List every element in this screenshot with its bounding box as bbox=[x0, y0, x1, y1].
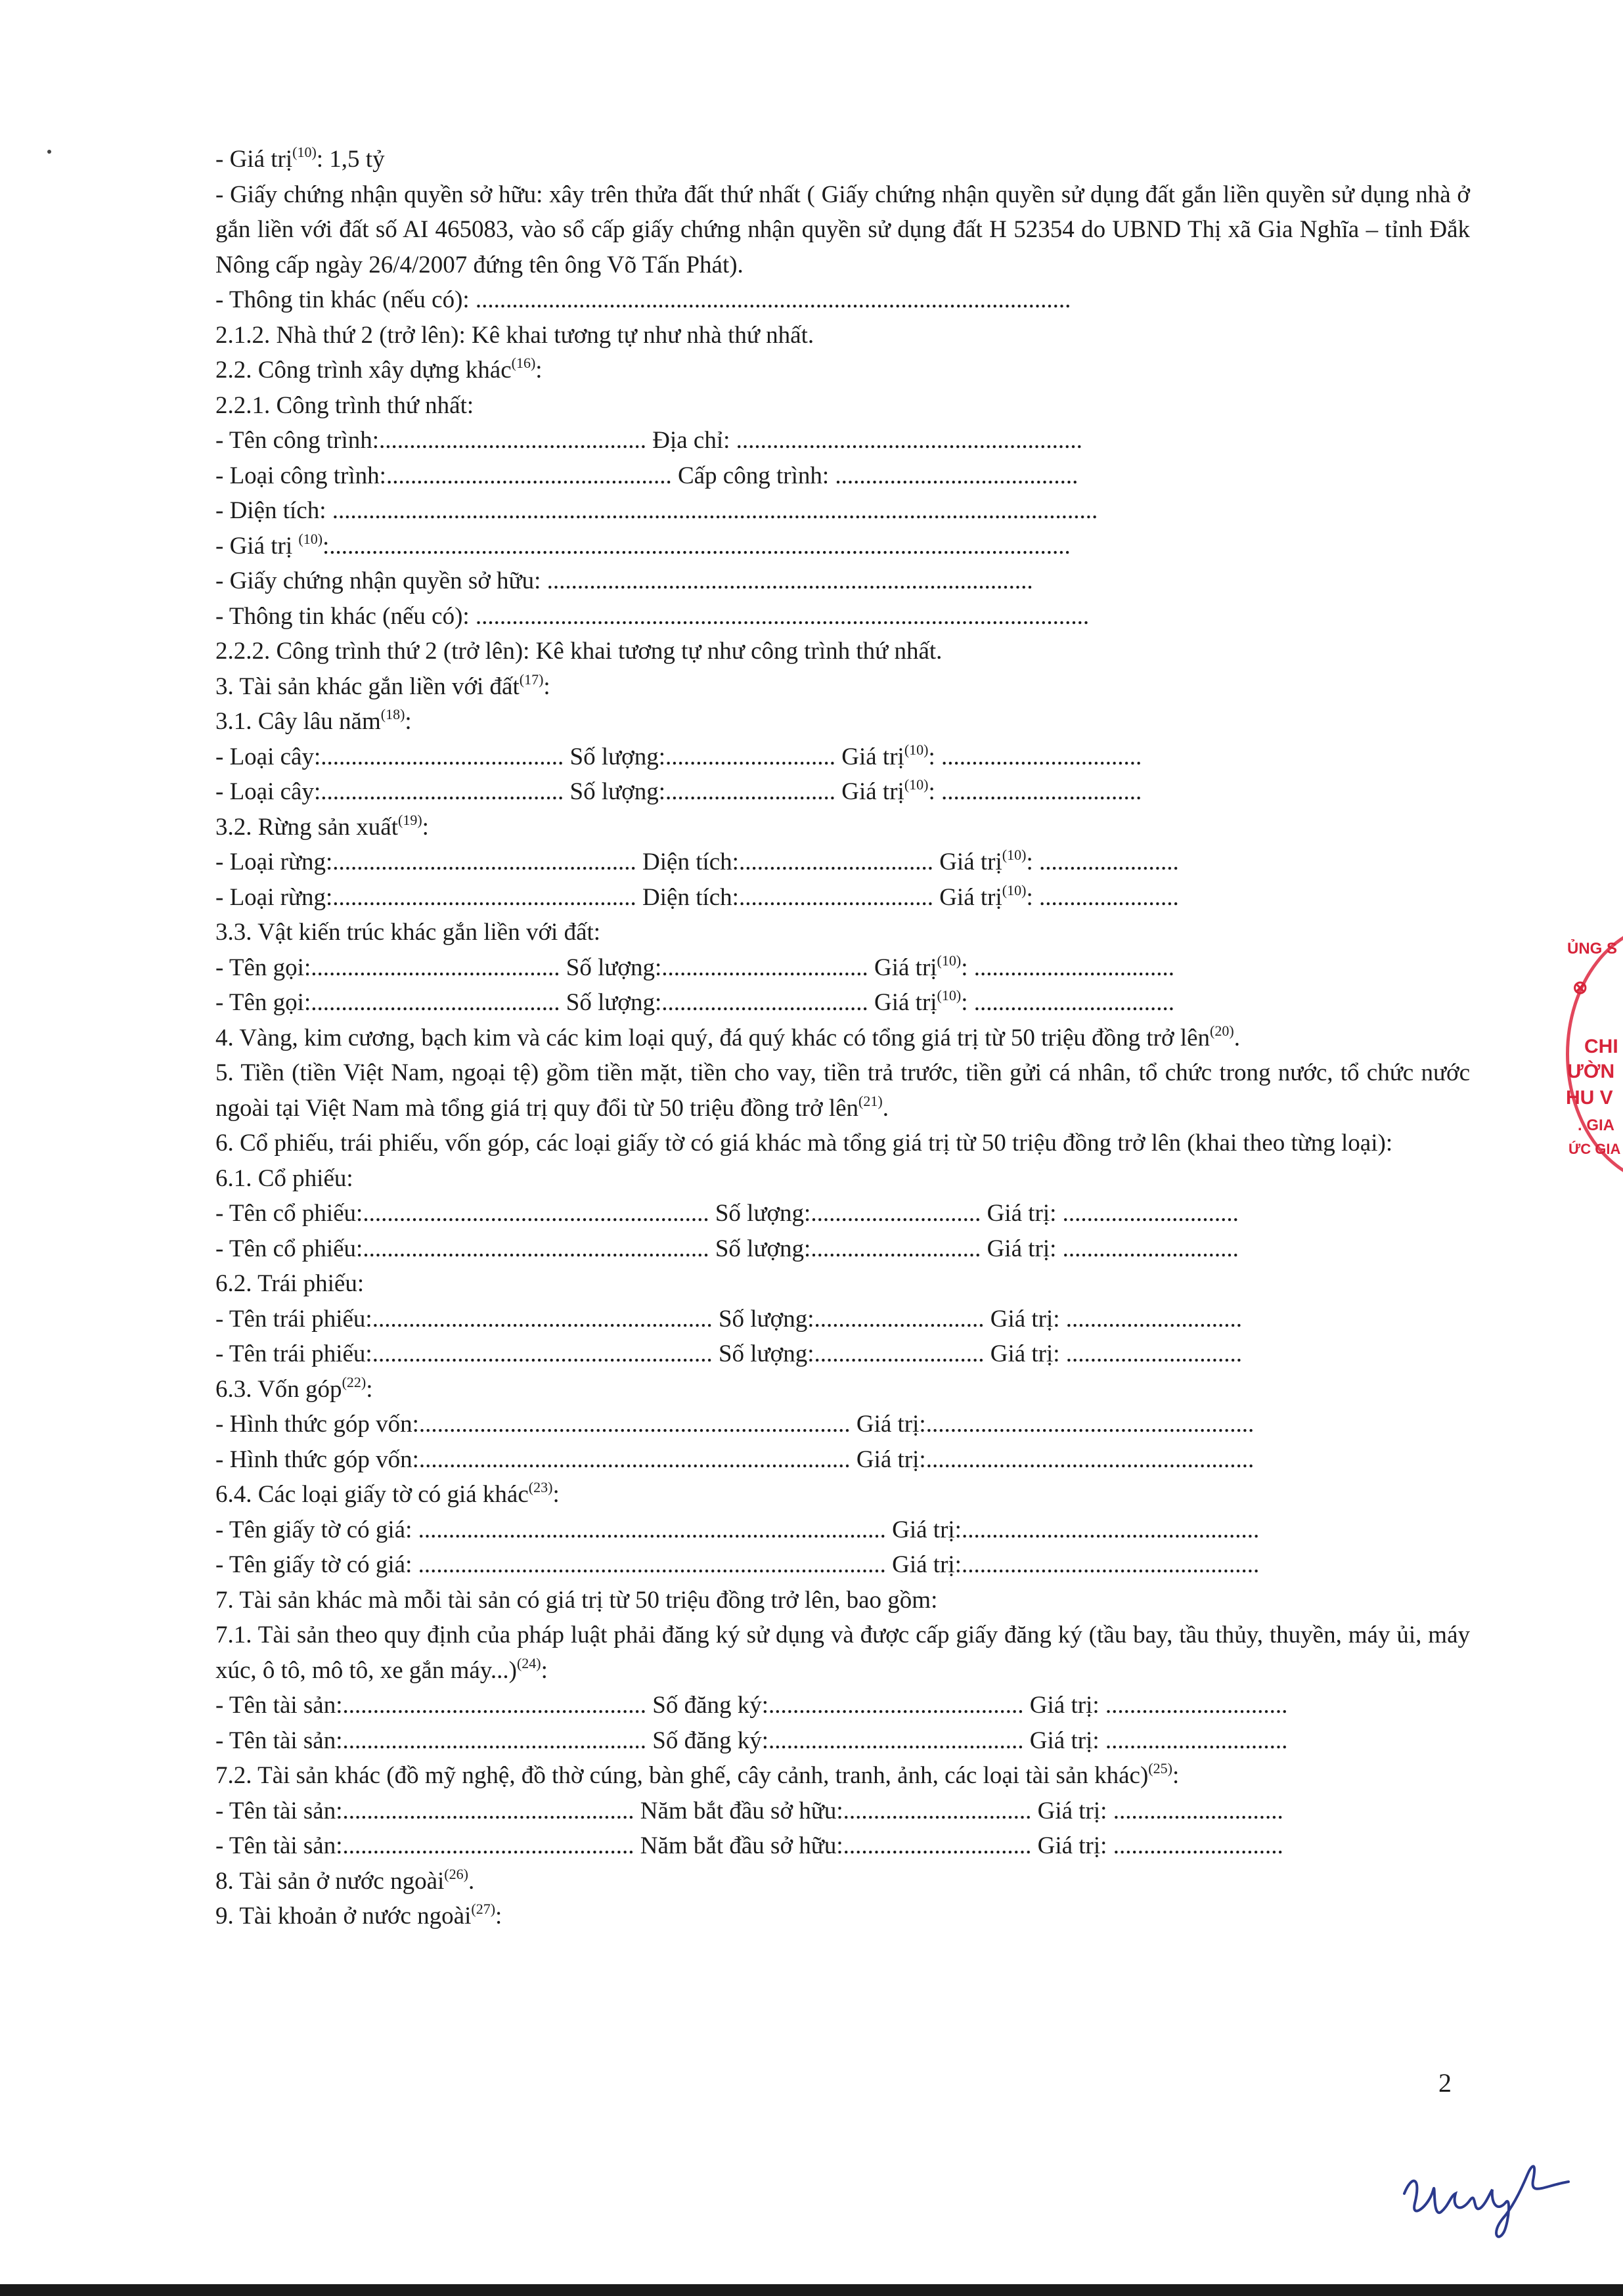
document-line bbox=[215, 1794, 1470, 1829]
stamp-star: ⊗ bbox=[1572, 977, 1588, 998]
footnote-ref: (10) bbox=[298, 530, 323, 547]
line-text: 2.1.2. Nhà thứ 2 (trở lên): Kê khai tương tự như nhà thứ nhất. bbox=[215, 321, 814, 349]
document-line bbox=[215, 353, 1470, 388]
document-line bbox=[215, 634, 1470, 669]
line-suffix: : ................................. bbox=[928, 778, 1142, 805]
document-line bbox=[215, 950, 1470, 986]
line-text: - Loại cây:........................................ Số lượng:............................ Giá trị bbox=[215, 778, 904, 805]
line-text: - Giá trị bbox=[215, 146, 293, 173]
footnote-ref: (26) bbox=[444, 1865, 468, 1882]
footnote-ref: (19) bbox=[398, 811, 422, 828]
document-line bbox=[215, 740, 1470, 775]
footnote-ref: (10) bbox=[937, 987, 962, 1004]
line-text: 7.2. Tài sản khác (đồ mỹ nghệ, đồ thờ cúng, bàn ghế, cây cảnh, tranh, ảnh, các loại tài sản khác) bbox=[215, 1762, 1149, 1789]
line-text: - Tên trái phiếu:........................................................ Số lượng:............................ Giá trị: ............................. bbox=[215, 1340, 1243, 1367]
line-text: 6.3. Vốn góp bbox=[215, 1375, 342, 1403]
document-line bbox=[215, 985, 1470, 1021]
line-text: - Tên gọi:......................................... Số lượng:.................................. Giá trị bbox=[215, 989, 937, 1016]
line-suffix: : bbox=[422, 813, 429, 841]
line-text: - Thông tin khác (nếu có): ..................................................................................................... bbox=[215, 602, 1090, 630]
line-text: 2.2. Công trình xây dựng khác bbox=[215, 357, 512, 384]
stamp-text: ỦNG S bbox=[1567, 940, 1618, 958]
line-text: 3. Tài sản khác gắn liền với đất bbox=[215, 673, 520, 700]
line-text: - Tên công trình:............................................ Địa chỉ: ......................................................... bbox=[215, 427, 1082, 454]
document-line bbox=[215, 1688, 1470, 1723]
line-suffix: : bbox=[535, 357, 543, 384]
document-line bbox=[215, 529, 1470, 564]
footnote-ref: (25) bbox=[1148, 1760, 1172, 1777]
document-line bbox=[215, 880, 1470, 916]
scan-speck bbox=[47, 150, 51, 154]
line-text: - Tên cổ phiếu:......................................................... Số lượng:............................ Giá trị: ............................. bbox=[215, 1200, 1239, 1227]
document-line bbox=[215, 1723, 1470, 1759]
footnote-ref: (23) bbox=[528, 1479, 553, 1495]
line-text: - Tên tài sản:.................................................. Số đăng ký:.......................................... Giá trị: .............................. bbox=[215, 1727, 1288, 1754]
line-text: 3.3. Vật kiến trúc khác gắn liền với đất: bbox=[215, 919, 601, 946]
line-text: - Loại công trình:............................................... Cấp công trình: ........................................ bbox=[215, 462, 1078, 489]
document-line bbox=[215, 1864, 1470, 1899]
line-text: - Loại cây:........................................ Số lượng:............................ Giá trị bbox=[215, 743, 904, 770]
line-text: 6.4. Các loại giấy tờ có giá khác bbox=[215, 1481, 529, 1508]
footnote-ref: (10) bbox=[904, 741, 929, 758]
line-text: 3.1. Cây lâu năm bbox=[215, 708, 381, 735]
line-suffix: . bbox=[882, 1094, 889, 1122]
handwritten-signature bbox=[1392, 2148, 1583, 2246]
line-suffix: : bbox=[366, 1375, 373, 1403]
document-line bbox=[215, 669, 1470, 705]
line-text: 6.1. Cổ phiếu: bbox=[215, 1164, 353, 1192]
line-suffix: : ................................. bbox=[961, 989, 1174, 1016]
document-line bbox=[215, 1336, 1470, 1372]
line-text: - Tên tài sản:................................................ Năm bắt đầu sở hữu:............................... Giá trị: ............................ bbox=[215, 1797, 1283, 1824]
line-text: 7.1. Tài sản theo quy định của pháp luật phải đăng ký sử dụng và được cấp giấy đăng ký (tầu bay, tầu thủy, thuyền, máy ủi, máy xúc, ô tô, mô tô, xe gắn máy...) bbox=[215, 1622, 1470, 1684]
document-line bbox=[215, 563, 1470, 599]
document-line bbox=[215, 177, 1470, 283]
stamp-text: ƯỜN bbox=[1567, 1061, 1615, 1082]
document-line bbox=[215, 845, 1470, 880]
document-line bbox=[215, 1266, 1470, 1302]
line-suffix: : bbox=[541, 1656, 548, 1684]
line-suffix: : ................................. bbox=[928, 743, 1142, 770]
document-line bbox=[215, 388, 1470, 424]
document-line bbox=[215, 1547, 1470, 1583]
line-suffix: : bbox=[495, 1903, 502, 1930]
document-line bbox=[215, 1196, 1470, 1231]
document-line bbox=[215, 810, 1470, 845]
stamp-text: CHI bbox=[1584, 1036, 1618, 1057]
stamp-text: ỨC GIA bbox=[1568, 1141, 1621, 1157]
line-suffix: . bbox=[1234, 1024, 1240, 1051]
footnote-ref: (10) bbox=[904, 776, 929, 793]
document-line bbox=[215, 1583, 1470, 1618]
document-line bbox=[215, 1055, 1470, 1126]
document-line bbox=[215, 1828, 1470, 1864]
footnote-ref: (10) bbox=[1002, 847, 1027, 863]
footnote-ref: (10) bbox=[937, 952, 962, 969]
line-text: - Tên trái phiếu:........................................................ Số lượng:............................ Giá trị: ............................. bbox=[215, 1305, 1243, 1333]
line-text: - Hình thức góp vốn:....................................................................... Giá trị:...................................................... bbox=[215, 1411, 1255, 1438]
scan-edge-band bbox=[0, 2284, 1623, 2296]
line-text: - Thông tin khác (nếu có): .................................................................................................. bbox=[215, 286, 1071, 313]
line-text: - Loại rừng:.................................................. Diện tích:................................ Giá trị bbox=[215, 883, 1002, 911]
document-line bbox=[215, 1161, 1470, 1197]
footnote-ref: (10) bbox=[292, 144, 317, 160]
line-text: 4. Vàng, kim cương, bạch kim và các kim loại quý, đá quý khác có tổng giá trị từ 50 triệu đồng trở lên bbox=[215, 1024, 1211, 1051]
line-suffix: :.......................................................................................................................... bbox=[322, 532, 1071, 560]
line-text: - Tên gọi:......................................... Số lượng:.................................. Giá trị bbox=[215, 954, 937, 981]
document-line bbox=[215, 1477, 1470, 1512]
document-line bbox=[215, 458, 1470, 494]
line-suffix: . bbox=[468, 1867, 475, 1895]
line-text: 6. Cổ phiếu, trái phiếu, vốn góp, các loại giấy tờ có giá khác mà tổng giá trị từ 50 triệu đồng trở lên (khai theo từng loại): bbox=[215, 1130, 1393, 1157]
line-text: - Giá trị bbox=[215, 532, 299, 560]
page-number: 2 bbox=[1438, 2068, 1452, 2098]
document-line bbox=[215, 1899, 1470, 1934]
line-text: 9. Tài khoản ở nước ngoài bbox=[215, 1903, 472, 1930]
line-text: - Tên giấy tờ có giá: ............................................................................. Giá trị:................................................. bbox=[215, 1516, 1260, 1543]
line-text: - Giấy chứng nhận quyền sở hữu: ................................................................................ bbox=[215, 567, 1033, 594]
line-text: - Tên tài sản:................................................ Năm bắt đầu sở hữu:............................... Giá trị: ............................ bbox=[215, 1832, 1283, 1859]
line-text: 2.2.2. Công trình thứ 2 (trở lên): Kê khai tương tự như công trình thứ nhất. bbox=[215, 638, 943, 665]
line-suffix: : bbox=[1172, 1762, 1180, 1789]
document-line bbox=[215, 1758, 1470, 1794]
line-text: 3.2. Rừng sản xuất bbox=[215, 813, 399, 841]
line-text: - Hình thức góp vốn:....................................................................... Giá trị:...................................................... bbox=[215, 1446, 1255, 1473]
footnote-ref: (16) bbox=[511, 355, 536, 371]
document-line bbox=[215, 599, 1470, 634]
line-text: - Tên tài sản:.................................................. Số đăng ký:.......................................... Giá trị: .............................. bbox=[215, 1692, 1288, 1719]
line-text: 6.2. Trái phiếu: bbox=[215, 1270, 365, 1297]
line-text: - Tên cổ phiếu:......................................................... Số lượng:............................ Giá trị: ............................. bbox=[215, 1235, 1239, 1262]
line-suffix: : bbox=[552, 1481, 560, 1508]
document-line bbox=[215, 318, 1470, 353]
footnote-ref: (10) bbox=[1002, 881, 1027, 898]
document-line bbox=[215, 1442, 1470, 1478]
red-seal-stamp bbox=[1558, 923, 1623, 1179]
footnote-ref: (17) bbox=[519, 671, 544, 688]
document-line bbox=[215, 774, 1470, 810]
document-line bbox=[215, 1302, 1470, 1337]
document-line bbox=[215, 1021, 1470, 1056]
line-suffix: : ....................... bbox=[1026, 883, 1179, 911]
declaration-body bbox=[215, 142, 1470, 1934]
line-suffix: : bbox=[405, 708, 412, 735]
document-line bbox=[215, 1512, 1470, 1548]
line-text: - Diện tích: .............................................................................................................................. bbox=[215, 497, 1098, 524]
footnote-ref: (27) bbox=[471, 1901, 496, 1917]
document-line bbox=[215, 423, 1470, 458]
line-text: - Loại rừng:.................................................. Diện tích:................................ Giá trị bbox=[215, 849, 1002, 875]
stamp-text: . GIA bbox=[1578, 1116, 1615, 1134]
footnote-ref: (21) bbox=[858, 1092, 883, 1109]
document-line bbox=[215, 142, 1470, 177]
footnote-ref: (24) bbox=[516, 1654, 541, 1671]
document-line bbox=[215, 1618, 1470, 1688]
footnote-ref: (22) bbox=[342, 1373, 367, 1390]
signature-stroke bbox=[1404, 2166, 1568, 2236]
line-suffix: : ....................... bbox=[1026, 849, 1179, 875]
line-text: 2.2.1. Công trình thứ nhất: bbox=[215, 391, 474, 419]
document-line bbox=[215, 1407, 1470, 1442]
document-line bbox=[215, 704, 1470, 740]
stamp-text: HU V bbox=[1566, 1087, 1613, 1109]
line-suffix: : ................................. bbox=[961, 954, 1174, 981]
footnote-ref: (20) bbox=[1210, 1022, 1234, 1039]
document-line bbox=[215, 1126, 1470, 1161]
document-line bbox=[215, 1372, 1470, 1407]
line-text: - Tên giấy tờ có giá: ............................................................................. Giá trị:................................................. bbox=[215, 1551, 1260, 1578]
line-text: 8. Tài sản ở nước ngoài bbox=[215, 1867, 445, 1895]
line-text: - Giấy chứng nhận quyền sở hữu: xây trên thửa đất thứ nhất ( Giấy chứng nhận quyền sử dụng đất gắn liền quyền sử dụng nhà ở gắn liền với đất số AI 465083, vào sổ cấp giấy chứng nhận quyền sử dụng đất H 52354 do UBND Thị xã Gia Nghĩa – tỉnh Đắk Nông cấp ngày 26/4/2007 đứng tên ông Võ Tấn Phát). bbox=[215, 181, 1470, 278]
line-suffix: : bbox=[543, 673, 550, 700]
document-line bbox=[215, 282, 1470, 318]
document-line bbox=[215, 1231, 1470, 1267]
line-suffix: : 1,5 tỷ bbox=[316, 146, 385, 173]
document-line bbox=[215, 915, 1470, 950]
document-line bbox=[215, 493, 1470, 529]
line-text: 5. Tiền (tiền Việt Nam, ngoại tệ) gồm tiền mặt, tiền cho vay, tiền trả trước, tiền gửi cá nhân, tổ chức trong nước, tổ chức nước ngoài tại Việt Nam mà tổng giá trị quy đổi từ 50 triệu đồng trở lên bbox=[215, 1059, 1470, 1122]
line-text: 7. Tài sản khác mà mỗi tài sản có giá trị từ 50 triệu đồng trở lên, bao gồm: bbox=[215, 1586, 938, 1614]
footnote-ref: (18) bbox=[380, 706, 405, 722]
